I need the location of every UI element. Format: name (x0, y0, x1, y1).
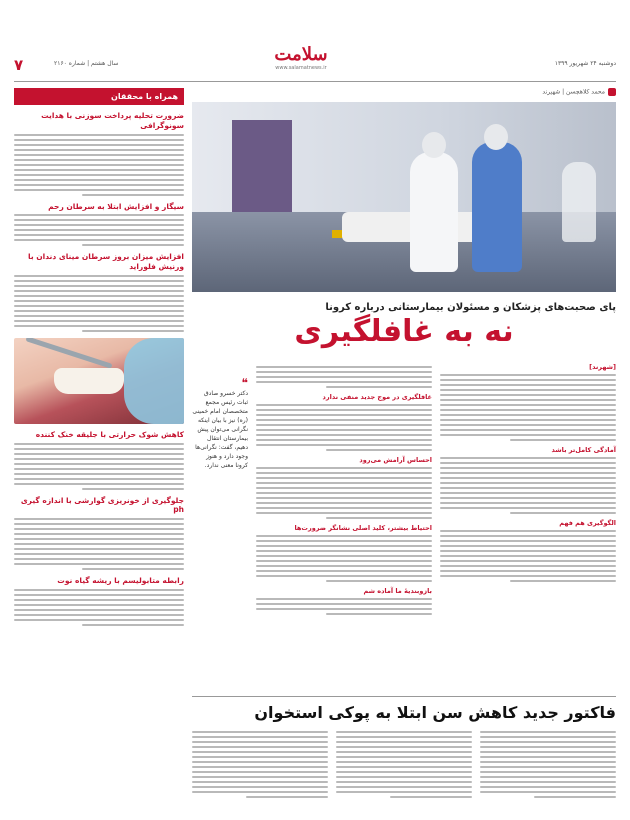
text-line (192, 761, 328, 763)
article-column-middle (256, 363, 432, 688)
text-line (336, 736, 472, 738)
article-headline: نه به غافلگیری (294, 314, 514, 349)
text-line (390, 796, 472, 798)
pull-quote (192, 377, 248, 470)
text-line (336, 751, 472, 753)
text-line (440, 414, 616, 416)
sidebar-item-body (14, 214, 184, 246)
subhead: غافلگیری در موج جدید منفی ندارد (322, 393, 432, 401)
text-line (256, 429, 432, 431)
text-line (256, 565, 432, 567)
dental-tool-shape (25, 338, 112, 369)
subhead: احساس آرامش می‌رود (359, 456, 432, 464)
sidebar-item (14, 496, 184, 571)
text-line (14, 169, 184, 171)
text-line (480, 791, 616, 793)
text-line (14, 189, 184, 191)
text-line (256, 598, 432, 600)
text-line (480, 731, 616, 733)
byline-text: محمد کلاهچسن | شهیرند (542, 88, 605, 96)
text-line (14, 144, 184, 146)
text-line (256, 540, 432, 542)
text-line (14, 463, 184, 465)
text-line (14, 310, 184, 312)
text-line (440, 457, 616, 459)
text-line (192, 776, 328, 778)
text-line (440, 487, 616, 489)
text-line (440, 424, 616, 426)
text-line (256, 424, 432, 426)
photo-head (422, 132, 446, 158)
text-line (336, 761, 472, 763)
second-article-column (336, 728, 472, 798)
text-line (14, 448, 184, 450)
text-line (14, 443, 184, 445)
logo-url: www.salamatnews.ir (275, 65, 327, 71)
text-line (14, 184, 184, 186)
column-body (440, 457, 616, 514)
sidebar-item-title: رابطه متابولیسم با ریشه گیاه نوت (57, 576, 184, 585)
text-line (440, 482, 616, 484)
text-line (440, 530, 616, 532)
text-line (14, 478, 184, 480)
text-line (336, 771, 472, 773)
text-line (14, 139, 184, 141)
sidebar-item-title: کاهش شوک حرارتی با جلیقه خنک کننده (35, 429, 184, 439)
sidebar-item (14, 111, 184, 196)
sidebar-item-body (14, 518, 184, 570)
column-body (256, 404, 432, 451)
text-line (192, 736, 328, 738)
text-line (14, 604, 184, 606)
sidebar-item-body (14, 275, 184, 332)
text-line (256, 366, 432, 368)
text-line (440, 472, 616, 474)
text-line (14, 320, 184, 322)
glove-shape (124, 338, 184, 424)
text-line (326, 517, 432, 519)
text-line (14, 453, 184, 455)
text-line (480, 751, 616, 753)
text-line (14, 483, 184, 485)
text-line (14, 300, 184, 302)
text-line (192, 731, 328, 733)
issue-date: دوشنبه ۲۴ شهریور ۱۳۹۹ (554, 60, 616, 67)
article-kicker: پای صحبت‌های پزشکان و مسئولان بیمارستانی درباره کرونا (325, 302, 616, 313)
quote-mark-icon: ❝ (241, 376, 248, 390)
text-line (440, 507, 616, 509)
text-line (440, 384, 616, 386)
text-line (534, 796, 616, 798)
text-line (256, 381, 432, 383)
text-line (82, 194, 184, 196)
text-line (14, 528, 184, 530)
text-line (256, 376, 432, 378)
sidebar-item-body (14, 589, 184, 626)
text-line (480, 786, 616, 788)
text-line (440, 560, 616, 562)
text-line (14, 543, 184, 545)
column-body (256, 467, 432, 519)
main-article (192, 88, 616, 722)
text-line (256, 444, 432, 446)
second-article (192, 696, 616, 798)
text-line (256, 507, 432, 509)
text-line (82, 624, 184, 626)
text-line (480, 736, 616, 738)
subhead: الگوگیری هم فهم (559, 519, 616, 527)
text-line (14, 609, 184, 611)
column-body (256, 535, 432, 582)
text-line (256, 482, 432, 484)
divider (192, 696, 616, 697)
text-line (192, 746, 328, 748)
text-line (256, 419, 432, 421)
text-line (440, 462, 616, 464)
text-line (256, 487, 432, 489)
text-line (480, 776, 616, 778)
text-line (192, 756, 328, 758)
text-line (336, 791, 472, 793)
text-line (192, 771, 328, 773)
text-line (14, 229, 184, 231)
sidebar-item-body (14, 134, 184, 196)
text-line (256, 512, 432, 514)
text-line (440, 535, 616, 537)
byline (192, 88, 616, 96)
pull-quote-column (192, 363, 248, 688)
text-line (510, 512, 616, 514)
text-line (256, 434, 432, 436)
text-line (14, 473, 184, 475)
text-line (256, 371, 432, 373)
text-line (256, 555, 432, 557)
second-article-column (480, 728, 616, 798)
text-line (192, 781, 328, 783)
text-line (14, 214, 184, 216)
text-line (336, 766, 472, 768)
dental-photo (14, 338, 184, 424)
text-line (14, 154, 184, 156)
text-line (256, 492, 432, 494)
subhead: آمادگی کامل‌تر باشد (551, 446, 616, 454)
text-line (480, 771, 616, 773)
text-line (14, 290, 184, 292)
text-line (14, 553, 184, 555)
text-line (14, 518, 184, 520)
photo-person-white-suit (410, 152, 458, 272)
sidebar-item-title: جلوگیری از خونریزی گوارشی با اندازه گیری ph (20, 495, 184, 515)
text-line (440, 492, 616, 494)
text-line (14, 134, 184, 136)
sidebar-item-title: افزایش میزان بروز سرطان مینای دندان با ورنیش فلوراید (28, 252, 184, 271)
newspaper-logo (246, 44, 356, 71)
text-line (256, 502, 432, 504)
text-line (336, 781, 472, 783)
text-line (192, 791, 328, 793)
text-line (480, 781, 616, 783)
text-line (14, 538, 184, 540)
text-line (440, 389, 616, 391)
text-line (14, 164, 184, 166)
text-line (440, 467, 616, 469)
text-line (14, 239, 184, 241)
text-line (256, 477, 432, 479)
sidebar-item-title: سیگار و افزایش ابتلا به سرطان رحم (48, 201, 184, 211)
text-line (440, 409, 616, 411)
text-line (256, 545, 432, 547)
lede-tag: [شهرند] (589, 363, 616, 371)
text-line (14, 280, 184, 282)
text-line (82, 330, 184, 332)
text-line (192, 766, 328, 768)
photo-background-person (562, 162, 596, 242)
text-line (440, 394, 616, 396)
text-line (14, 234, 184, 236)
text-line (14, 468, 184, 470)
text-line (246, 796, 328, 798)
text-line (14, 563, 184, 565)
text-line (336, 741, 472, 743)
second-article-columns (192, 728, 616, 798)
sidebar-item (14, 252, 184, 332)
logo-text: سلامت (274, 44, 328, 65)
hospital-corridor-photo (192, 102, 616, 292)
sidebar-item-body (14, 443, 184, 490)
text-line (14, 275, 184, 277)
article-columns (192, 363, 616, 688)
text-line (480, 741, 616, 743)
text-line (336, 746, 472, 748)
second-article-headline: فاکتور جدید کاهش سن ابتلا به پوکی استخوان (254, 703, 616, 722)
text-line (336, 756, 472, 758)
text-line (480, 761, 616, 763)
sidebar-item (14, 202, 184, 247)
text-line (14, 589, 184, 591)
text-line (256, 472, 432, 474)
teeth-shape (54, 368, 124, 394)
text-line (256, 467, 432, 469)
text-line (14, 614, 184, 616)
text-line (326, 386, 432, 388)
photo-person-blue-suit (472, 142, 522, 272)
sidebar-item-title: ضرورت تحلیه پرداخت سوزنی با هدایت سونوگرافی (41, 111, 184, 130)
text-line (14, 548, 184, 550)
text-line (440, 404, 616, 406)
column-body (256, 598, 432, 615)
text-line (14, 558, 184, 560)
text-line (14, 315, 184, 317)
text-line (14, 174, 184, 176)
sidebar-banner: همراه با محققان (14, 88, 184, 105)
text-line (14, 599, 184, 601)
text-line (440, 502, 616, 504)
text-line (440, 570, 616, 572)
text-line (14, 224, 184, 226)
text-line (256, 409, 432, 411)
text-line (256, 575, 432, 577)
text-line (440, 555, 616, 557)
text-line (14, 179, 184, 181)
text-line (14, 219, 184, 221)
text-line (14, 305, 184, 307)
text-line (336, 731, 472, 733)
page-header (14, 42, 616, 82)
text-line (326, 613, 432, 615)
text-line (440, 419, 616, 421)
text-line (256, 603, 432, 605)
text-line (336, 786, 472, 788)
text-line (14, 325, 184, 327)
text-line (256, 560, 432, 562)
text-line (82, 488, 184, 490)
text-line (440, 545, 616, 547)
text-line (192, 751, 328, 753)
issue-info: سال هشتم | شماره ۲۱۶۰ (54, 60, 119, 67)
text-line (14, 523, 184, 525)
text-line (510, 439, 616, 441)
column-body (256, 366, 432, 388)
text-line (14, 458, 184, 460)
text-line (480, 756, 616, 758)
second-article-column (192, 728, 328, 798)
text-line (440, 550, 616, 552)
byline-mark-icon (608, 88, 616, 96)
text-line (440, 429, 616, 431)
text-line (256, 497, 432, 499)
page-number: ۷ (14, 56, 24, 74)
text-line (440, 497, 616, 499)
text-line (440, 575, 616, 577)
subhead: احتیاط بیشتر، کلید اصلی نشانگر ضرورت‌ها (294, 524, 432, 532)
text-line (14, 159, 184, 161)
text-line (336, 776, 472, 778)
text-line (256, 550, 432, 552)
subhead: بازوبندیهٔ ما آماده شم (363, 587, 432, 595)
text-line (510, 580, 616, 582)
sidebar-item (14, 576, 184, 626)
text-line (192, 786, 328, 788)
pull-quote-text: دکتر خسرو صادق ثبات رئیس مجمع متخصصان امام خمینی (ره) نیز با بیان اینکه نگرانی می‌توان پیش بیمارستان انتقال دهیم، گفت: نگرانی‌ها وجود دارد و هنوز کرونا معنی ندارد. (192, 390, 248, 469)
article-lede (440, 363, 616, 371)
sidebar-research-column (14, 88, 184, 813)
text-line (14, 619, 184, 621)
text-line (440, 434, 616, 436)
text-line (256, 608, 432, 610)
text-line (326, 580, 432, 582)
article-column-right (440, 363, 616, 688)
text-line (480, 746, 616, 748)
sidebar-item (14, 430, 184, 490)
text-line (192, 741, 328, 743)
text-line (256, 570, 432, 572)
text-line (14, 594, 184, 596)
text-line (82, 244, 184, 246)
text-line (256, 535, 432, 537)
text-line (256, 439, 432, 441)
text-line (14, 295, 184, 297)
text-line (440, 477, 616, 479)
text-line (82, 568, 184, 570)
text-line (440, 565, 616, 567)
text-line (14, 533, 184, 535)
text-line (440, 540, 616, 542)
photo-head (484, 124, 508, 150)
text-line (326, 449, 432, 451)
text-line (480, 766, 616, 768)
text-line (14, 285, 184, 287)
text-line (14, 149, 184, 151)
text-line (440, 399, 616, 401)
column-body (440, 530, 616, 582)
column-body (440, 374, 616, 441)
text-line (440, 374, 616, 376)
text-line (256, 404, 432, 406)
text-line (256, 414, 432, 416)
text-line (440, 379, 616, 381)
